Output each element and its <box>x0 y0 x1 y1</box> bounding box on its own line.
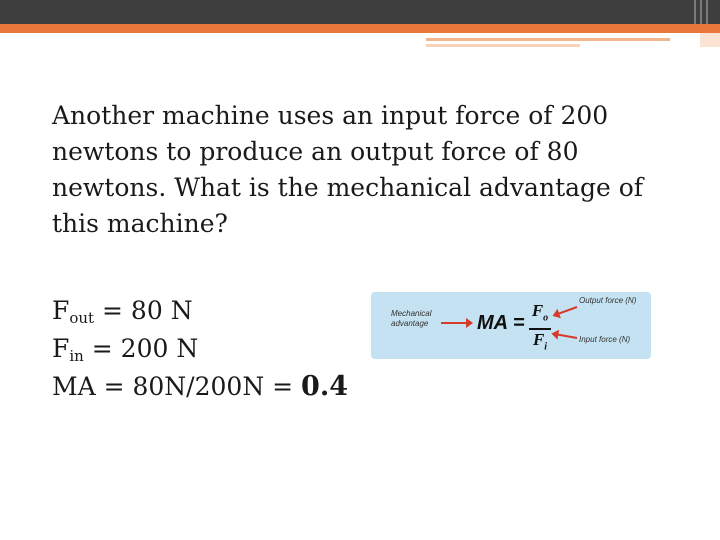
subscript: out <box>69 309 95 327</box>
arrow-icon <box>557 334 577 339</box>
symbol: F <box>52 296 70 325</box>
value: = 200 N <box>83 334 199 363</box>
header-stripes <box>682 0 708 24</box>
numerator-symbol: F <box>531 301 544 320</box>
label-line: advantage <box>391 319 429 328</box>
answer: 0.4 <box>301 371 349 402</box>
formula-fin <box>52 330 348 368</box>
formula-fout <box>52 292 348 330</box>
ma-symbol: MA = <box>477 312 525 334</box>
ma-formula-diagram <box>371 292 651 359</box>
formula-ma <box>52 368 348 406</box>
numerator <box>529 301 551 328</box>
accent-bar <box>0 24 720 33</box>
header-bar <box>0 0 720 24</box>
numerator-sub: o <box>543 312 549 324</box>
arrow-icon <box>558 306 577 315</box>
denominator <box>529 328 551 357</box>
output-force-label: Output force (N) <box>579 296 637 305</box>
subscript: in <box>69 347 84 365</box>
label-line: Mechanical <box>391 309 432 318</box>
value: = 80 N <box>94 296 193 325</box>
denominator-sub: i <box>544 341 548 353</box>
fraction <box>529 301 551 358</box>
accent-line <box>700 33 720 47</box>
arrow-icon <box>441 322 467 324</box>
accent-line <box>426 44 580 47</box>
denominator-symbol: F <box>532 330 545 350</box>
calculation: MA = 80N/200N = <box>52 372 302 401</box>
accent-line <box>426 38 670 41</box>
symbol: F <box>52 334 70 363</box>
formula-block <box>52 292 348 406</box>
mechanical-advantage-label <box>391 309 431 329</box>
input-force-label: Input force (N) <box>579 335 631 344</box>
question-text: Another machine uses an input force of 200 newtons to produce an output force of 80 newtons. What is the mechanical advantage of this machine? <box>52 101 644 238</box>
